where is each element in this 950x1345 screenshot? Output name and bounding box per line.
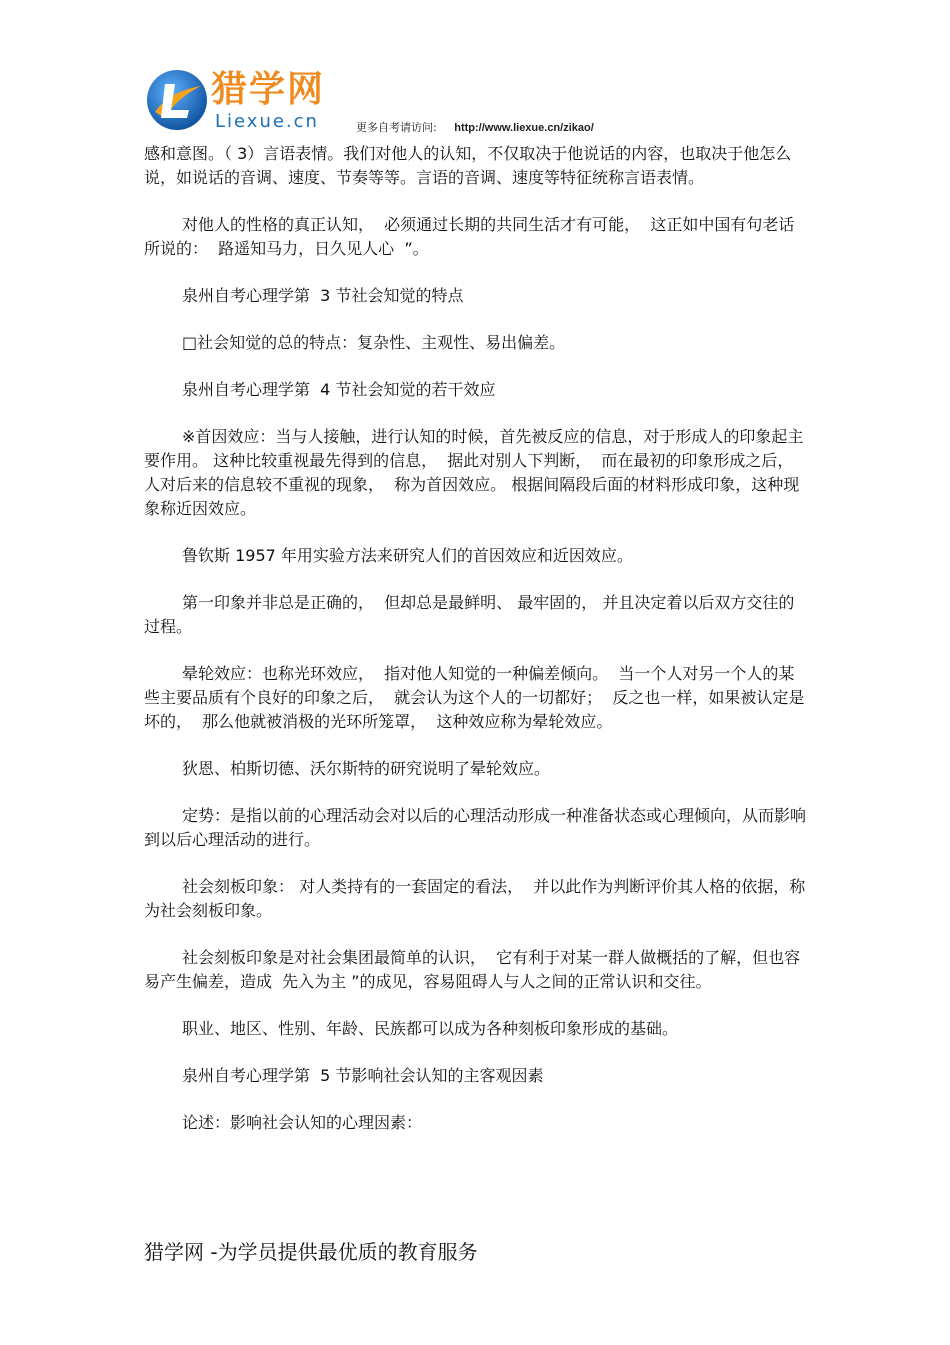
paragraph-7: 鲁钦斯 1957 年用实验方法来研究人们的首因效应和近因效应。 [182, 546, 633, 565]
logo-chinese-text: 猎学网 [211, 69, 326, 110]
page-header [0, 0, 950, 140]
paragraph-12: 社会刻板印象： 对人类持有的一套固定的看法， 并以此作为判断评价其人格的依据，称为社会刻板印象。 [144, 877, 806, 920]
logo-emblem-icon [145, 68, 209, 132]
section-heading-5: 泉州自考心理学第 5 节影响社会认知的主客观因素 [182, 1066, 544, 1085]
document-body [144, 142, 806, 1158]
paragraph-14: 职业、地区、性别、年龄、民族都可以成为各种刻板印象形成的基础。 [182, 1019, 679, 1038]
site-logo[interactable] [145, 68, 355, 138]
paragraph-9: 晕轮效应：也称光环效应， 指对他人知觉的一种偏差倾向。 当一个人对另一个人的某些主要品质有个良好的印象之后， 就会认为这个人的一切都好； 反之也一样，如果被认定是坏的， 那么他就被消极的光环所笼罩， 这种效应称为晕轮效应。 [144, 664, 805, 731]
header-visit-line [356, 121, 594, 135]
paragraph-4: □社会知觉的总的特点：复杂性、主观性、易出偏差。 [182, 333, 566, 352]
paragraph-11: 定势：是指以前的心理活动会对以后的心理活动形成一种准备状态或心理倾向，从而影响到以后心理活动的进行。 [144, 806, 807, 849]
paragraph-13: 社会刻板印象是对社会集团最简单的认识， 它有利于对某一群人做概括的了解，但也容易产生偏差，造成 先入为主 ”的成见，容易阻碍人与人之间的正常认识和交往。 [144, 948, 801, 991]
paragraph-6: ※首因效应：当与人接触，进行认知的时候，首先被反应的信息，对于形成人的印象起主要作用。 这种比较重视最先得到的信息， 据此对别人下判断， 而在最初的印象形成之后， 人对后来的信息较不重视的现象， 称为首因效应。 根据间隔段后面的材料形成印象，这种现象称近因效应。 [144, 427, 804, 518]
section-heading-4: 泉州自考心理学第 4 节社会知觉的若干效应 [182, 380, 496, 399]
section-heading-3: 泉州自考心理学第 3 节社会知觉的特点 [182, 286, 464, 305]
site-url-link[interactable]: http://www.liexue.cn/zikao/ [454, 122, 594, 134]
paragraph-16: 论述：影响社会认知的心理因素： [182, 1113, 423, 1132]
paragraph-2: 对他人的性格的真正认知， 必须通过长期的共同生活才有可能， 这正如中国有句老话所说的： 路遥知马力，日久见人心 ”。 [144, 215, 795, 258]
page-footer: 猎学网 -为学员提供最优质的教育服务 [144, 1240, 478, 1264]
paragraph-1: 感和意图。（ 3）言语表情。我们对他人的认知，不仅取决于他说话的内容，也取决于他怎么说，如说话的音调、速度、节奏等等。言语的音调、速度等特征统称言语表情。 [144, 144, 792, 187]
paragraph-8: 第一印象并非总是正确的， 但却总是最鲜明、 最牢固的， 并且决定着以后双方交往的过程。 [144, 593, 795, 636]
logo-english-text: Liexue.cn [215, 111, 319, 132]
paragraph-10: 狄恩、柏斯切德、沃尔斯特的研究说明了晕轮效应。 [182, 759, 551, 778]
visit-label: 更多自考请访问: [356, 121, 437, 134]
